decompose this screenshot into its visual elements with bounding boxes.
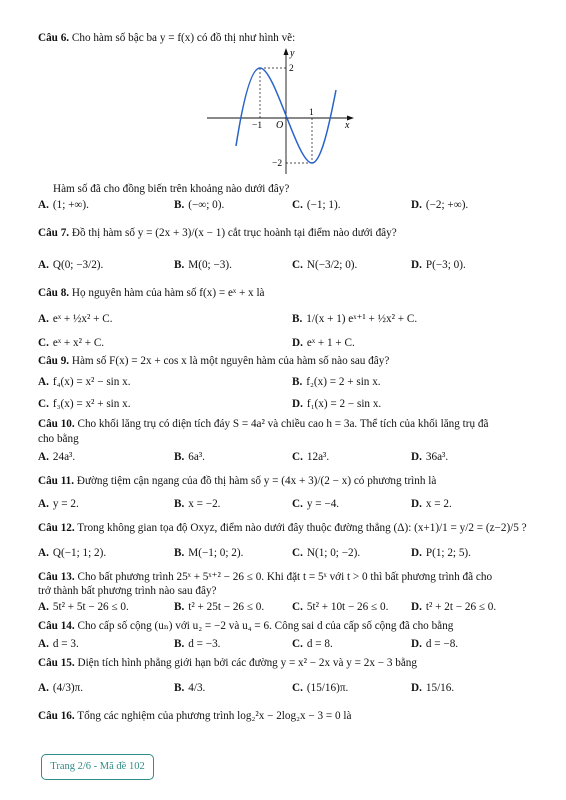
option-text: d = 3. — [52, 638, 79, 650]
q12-option-d[interactable] — [411, 546, 471, 560]
q10-stem-line-2: cho bằng — [38, 433, 79, 445]
option-text: f₂(x) = 2 + sin x. — [306, 376, 381, 388]
option-text: eˣ + 1 + C. — [306, 337, 355, 349]
option-label: A. — [38, 601, 49, 613]
question-stem: Trong không gian tọa độ Oxyz, điểm nào dưới đây thuộc đường thẳng (Δ): (x+1)/1 = y/2 = (z−2)/5 ? — [77, 522, 527, 534]
option-label: B. — [292, 376, 303, 388]
question-stem: Cho cấp số cộng (uₙ) với u₂ = −2 và u₄ = 6. Công sai d của cấp số cộng đã cho bằng — [77, 620, 454, 632]
q7-stem-line — [38, 226, 544, 240]
option-text: f₁(x) = 2 − sin x. — [306, 398, 382, 410]
question-label: Câu 12. — [38, 522, 75, 534]
option-text: Q(−1; 1; 2). — [52, 547, 107, 559]
q12-option-a[interactable] — [38, 546, 106, 560]
question-label: Câu 8. — [38, 287, 70, 299]
y-label: y — [290, 48, 295, 59]
option-label: A. — [38, 498, 49, 510]
q11-option-d[interactable] — [411, 497, 452, 511]
option-text: (4/3)π. — [52, 682, 84, 694]
question-label: Câu 7. — [38, 227, 70, 239]
tick-x-neg1: −1 — [252, 121, 263, 131]
option-label: C. — [292, 498, 303, 510]
q10-option-b[interactable] — [174, 450, 205, 464]
question-stem: Họ nguyên hàm của hàm số f(x) = eˣ + x là — [71, 287, 265, 299]
q13-option-d[interactable] — [411, 600, 496, 614]
q10-option-d[interactable] — [411, 450, 448, 464]
option-text: d = −3. — [188, 638, 221, 650]
question-label: Câu 9. — [38, 355, 70, 367]
option-label: C. — [38, 398, 49, 410]
tick-y-neg2: −2 — [272, 159, 283, 169]
option-text: y = −4. — [306, 498, 340, 510]
q8-stem-line — [38, 286, 544, 300]
q13-stem-line — [38, 570, 544, 584]
q8-option-a[interactable] — [38, 312, 113, 326]
question-stem: Diện tích hình phẳng giới hạn bởi các đường y = x² − 2x và y = 2x − 3 bằng — [77, 657, 417, 669]
option-label: A. — [38, 547, 49, 559]
option-label: B. — [174, 638, 185, 650]
q6-option-b[interactable] — [174, 198, 224, 212]
q15-option-d[interactable] — [411, 681, 454, 695]
q8-option-b[interactable] — [292, 312, 417, 326]
option-label: C. — [292, 199, 303, 211]
x-label: x — [345, 120, 350, 131]
tick-y2: 2 — [289, 64, 294, 74]
q11-option-a[interactable] — [38, 497, 79, 511]
q13-option-b[interactable] — [174, 600, 264, 614]
question-stem: Tổng các nghiệm của phương trình log₂²x − 2log₂x − 3 = 0 là — [77, 710, 352, 722]
option-text: 5t² + 5t − 26 ≤ 0. — [52, 601, 129, 613]
option-text: 12a³. — [306, 451, 330, 463]
q6-question: Hàm số đã cho đồng biến trên khoảng nào dưới đây? — [53, 183, 290, 195]
option-label: A. — [38, 376, 49, 388]
option-text: x = −2. — [188, 498, 221, 510]
q14-option-d[interactable] — [411, 637, 458, 651]
option-text: 5t² + 10t − 26 ≤ 0. — [306, 601, 389, 613]
q16-stem-line — [38, 709, 544, 723]
option-label: D. — [292, 398, 303, 410]
option-label: C. — [292, 601, 303, 613]
option-label: D. — [411, 547, 422, 559]
q13-stem-line-2: trở thành bất phương trình nào sau đây? — [38, 585, 217, 597]
q12-option-c[interactable] — [292, 546, 360, 560]
option-label: B. — [292, 313, 303, 325]
q13-option-a[interactable] — [38, 600, 129, 614]
page-footer-badge: Trang 2/6 - Mã đề 102 — [41, 754, 154, 780]
option-text: 1/(x + 1) eˣ⁺¹ + ½x² + C. — [306, 313, 418, 325]
option-text: y = 2. — [52, 498, 79, 510]
option-text: d = −8. — [425, 638, 459, 650]
option-label: A. — [38, 638, 49, 650]
question-label: Câu 11. — [38, 475, 75, 487]
option-label: A. — [38, 451, 49, 463]
option-label: C. — [292, 259, 303, 271]
y-axis-arrow — [284, 48, 289, 55]
option-label: B. — [174, 547, 185, 559]
option-text: eˣ + ½x² + C. — [52, 313, 113, 325]
option-label: C. — [38, 337, 49, 349]
q14-stem-line — [38, 619, 544, 633]
q15-stem-line — [38, 656, 544, 670]
q11-option-b[interactable] — [174, 497, 220, 511]
option-text: M(−1; 0; 2). — [188, 547, 244, 559]
q8-option-c[interactable] — [38, 336, 104, 350]
q10-option-c[interactable] — [292, 450, 329, 464]
q6-option-c[interactable] — [292, 198, 341, 212]
option-text: N(−3/2; 0). — [306, 259, 358, 271]
q8-option-d[interactable] — [292, 336, 355, 350]
question-label: Câu 6. — [38, 32, 70, 44]
option-label: D. — [411, 498, 422, 510]
option-label: D. — [411, 638, 422, 650]
option-label: D. — [411, 682, 422, 694]
option-label: B. — [174, 601, 185, 613]
q14-option-b[interactable] — [174, 637, 220, 651]
option-label: B. — [174, 682, 185, 694]
q13-option-c[interactable] — [292, 600, 388, 614]
option-text: 6a³. — [188, 451, 205, 463]
question-stem: Cho hàm số bậc ba y = f(x) có đồ thị như hình vẽ: — [71, 32, 296, 44]
option-text: x = 2. — [425, 498, 452, 510]
option-text: (−2; +∞). — [425, 199, 469, 211]
option-label: A. — [38, 682, 49, 694]
option-label: C. — [292, 638, 303, 650]
option-label: D. — [411, 259, 422, 271]
option-label: D. — [411, 451, 422, 463]
q7-option-b[interactable] — [174, 258, 232, 272]
option-text: (15/16)π. — [306, 682, 349, 694]
question-label: Câu 15. — [38, 657, 75, 669]
option-text: P(−3; 0). — [425, 259, 466, 271]
q11-stem-line — [38, 474, 544, 488]
q9-stem-line — [38, 354, 544, 368]
option-text: (1; +∞). — [52, 199, 89, 211]
option-label: B. — [174, 259, 185, 271]
option-label: D. — [411, 601, 422, 613]
q9-option-b[interactable] — [292, 375, 381, 389]
question-label: Câu 14. — [38, 620, 75, 632]
q6-option-a[interactable] — [38, 198, 89, 212]
option-text: P(1; 2; 5). — [425, 547, 471, 559]
option-text: 15/16. — [425, 682, 455, 694]
option-label: C. — [292, 547, 303, 559]
q7-option-d[interactable] — [411, 258, 466, 272]
option-label: B. — [174, 199, 185, 211]
q7-option-a[interactable] — [38, 258, 103, 272]
option-label: A. — [38, 259, 49, 271]
option-label: A. — [38, 199, 49, 211]
option-label: D. — [411, 199, 422, 211]
q14-option-c[interactable] — [292, 637, 333, 651]
option-text: Q(0; −3/2). — [52, 259, 104, 271]
tick-x1: 1 — [309, 108, 314, 118]
origin-label: O — [276, 120, 284, 131]
option-label: B. — [174, 498, 185, 510]
q14-option-a[interactable] — [38, 637, 79, 651]
option-label: B. — [174, 451, 185, 463]
option-text: f₄(x) = x² − sin x. — [52, 376, 131, 388]
q10-option-a[interactable] — [38, 450, 75, 464]
q7-option-c[interactable] — [292, 258, 357, 272]
q12-option-b[interactable] — [174, 546, 243, 560]
question-stem: Hàm số F(x) = 2x + cos x là một nguyên hàm của hàm số nào sau đây? — [71, 355, 390, 367]
question-label: Câu 10. — [38, 418, 75, 430]
question-stem: Cho bất phương trình 25ˣ + 5ˣ⁺² − 26 ≤ 0. Khi đặt t = 5ˣ với t > 0 thì bất phương trình đã cho — [77, 571, 493, 583]
option-text: (−1; 1). — [306, 199, 341, 211]
q15-option-c[interactable] — [292, 681, 348, 695]
q6-stem-line — [38, 31, 544, 45]
q15-option-a[interactable] — [38, 681, 83, 695]
q12-stem-line — [38, 521, 544, 535]
option-text: 24a³. — [52, 451, 76, 463]
q15-option-b[interactable] — [174, 681, 205, 695]
option-text: 4/3. — [188, 682, 206, 694]
option-text: 36a³. — [425, 451, 449, 463]
option-text: N(1; 0; −2). — [306, 547, 361, 559]
option-label: A. — [38, 313, 49, 325]
option-label: C. — [292, 682, 303, 694]
option-label: D. — [292, 337, 303, 349]
option-label: C. — [292, 451, 303, 463]
question-stem: Đường tiệm cận ngang của đồ thị hàm số y = (4x + 3)/(2 − x) có phương trình là — [76, 475, 437, 487]
q10-stem-line — [38, 417, 544, 431]
option-text: eˣ + x² + C. — [52, 337, 105, 349]
option-text: t² + 25t − 26 ≤ 0. — [188, 601, 265, 613]
option-text: f₃(x) = x² + sin x. — [52, 398, 131, 410]
option-text: d = 8. — [306, 638, 333, 650]
q11-option-c[interactable] — [292, 497, 339, 511]
question-stem: Đồ thị hàm số y = (2x + 3)/(x − 1) cắt trục hoành tại điểm nào dưới đây? — [71, 227, 397, 239]
option-text: t² + 2t − 26 ≤ 0. — [425, 601, 497, 613]
q6-option-d[interactable] — [411, 198, 468, 212]
option-text: (−∞; 0). — [188, 199, 225, 211]
question-label: Câu 16. — [38, 710, 75, 722]
q9-option-a[interactable] — [38, 375, 131, 389]
q9-option-c[interactable] — [38, 397, 131, 411]
question-stem: Cho khối lăng trụ có diện tích đáy S = 4a² và chiều cao h = 3a. Thể tích của khối lăng trụ đã — [77, 418, 489, 430]
cubic-function-graph — [205, 46, 355, 178]
q9-option-d[interactable] — [292, 397, 381, 411]
option-text: M(0; −3). — [188, 259, 232, 271]
question-label: Câu 13. — [38, 571, 75, 583]
